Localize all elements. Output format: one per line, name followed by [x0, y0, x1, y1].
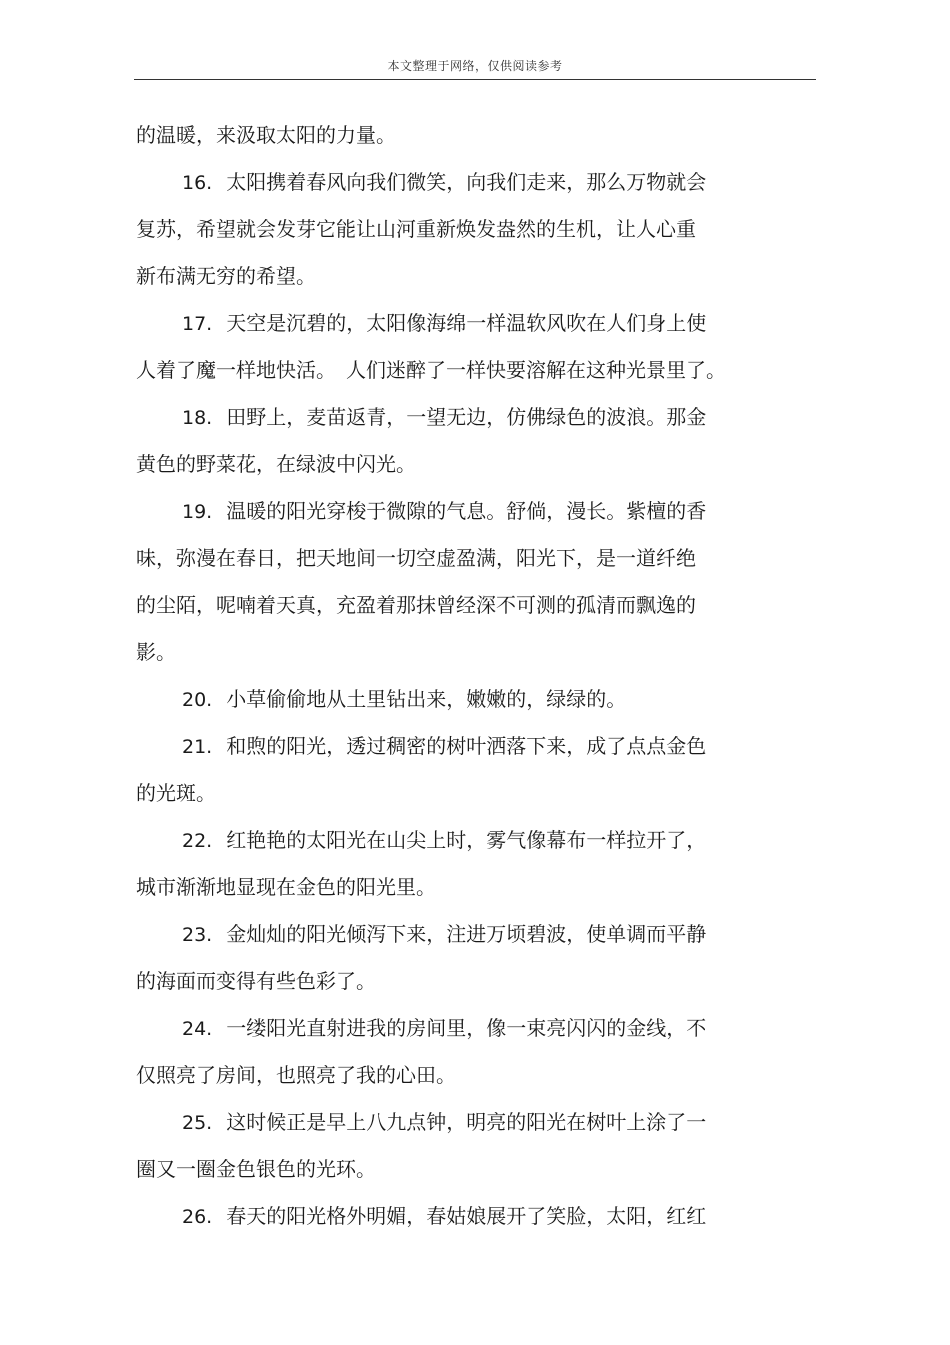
paragraph-line: [136, 1099, 786, 1146]
paragraph-line: [136, 958, 786, 1005]
paragraph: [136, 1193, 786, 1240]
line-text: 天空是沉碧的，太阳像海绵一样温软风吹在人们身上使: [226, 311, 707, 335]
line-text: 复苏，希望就会发芽它能让山河重新焕发盎然的生机，让人心重: [136, 217, 696, 241]
paragraph-line: [136, 864, 786, 911]
document-body: [136, 112, 786, 1240]
paragraph-line: [136, 676, 786, 723]
paragraph-line: [136, 253, 786, 300]
paragraph-line: [136, 1193, 786, 1240]
line-text: 城市渐渐地显现在金色的阳光里。: [136, 875, 436, 899]
paragraph-line: [136, 1005, 786, 1052]
line-text: 味，弥漫在春日，把天地间一切空虚盈满，阳光下，是一道纤绝: [136, 546, 696, 570]
item-number: 22.: [182, 830, 213, 852]
line-text: 温暖的阳光穿梭于微隙的气息。舒倘，漫长。紫檀的香: [226, 499, 707, 523]
paragraph: [136, 159, 786, 300]
line-text: 太阳携着春风向我们微笑，向我们走来，那么万物就会: [226, 170, 707, 194]
line-text: 春天的阳光格外明媚，春姑娘展开了笑脸，太阳，红红: [226, 1204, 707, 1228]
paragraph-line: [136, 535, 786, 582]
line-text: 金灿灿的阳光倾泻下来，注进万顷碧波，使单调而平静: [226, 922, 707, 946]
paragraph-line: [136, 629, 786, 676]
line-text: 的海面而变得有些色彩了。: [136, 969, 376, 993]
line-text: 圈又一圈金色银色的光环。: [136, 1157, 376, 1181]
paragraph: [136, 488, 786, 676]
line-text: 这时候正是早上八九点钟，明亮的阳光在树叶上涂了一: [226, 1110, 707, 1134]
line-text: 的温暖，来汲取太阳的力量。: [136, 123, 396, 147]
paragraph-line: [136, 394, 786, 441]
paragraph-line: [136, 159, 786, 206]
paragraph: [136, 1005, 786, 1099]
item-number: 17.: [182, 313, 213, 335]
item-number: 24.: [182, 1018, 213, 1040]
paragraph: [136, 112, 786, 159]
paragraph-line: [136, 582, 786, 629]
line-text: 黄色的野菜花，在绿波中闪光。: [136, 452, 416, 476]
paragraph-line: [136, 770, 786, 817]
item-number: 26.: [182, 1206, 213, 1228]
line-text: 的尘陌，呢喃着天真，充盈着那抹曾经深不可测的孤清而飘逸的: [136, 593, 696, 617]
line-text: 红艳艳的太阳光在山尖上时，雾气像幕布一样拉开了，: [226, 828, 707, 852]
paragraph: [136, 817, 786, 911]
line-text: 影。: [136, 640, 176, 664]
item-number: 19.: [182, 501, 213, 523]
paragraph-line: [136, 1052, 786, 1099]
paragraph-line: [136, 911, 786, 958]
paragraph: [136, 394, 786, 488]
line-text: 田野上，麦苗返青，一望无边，仿佛绿色的波浪。那金: [226, 405, 707, 429]
paragraph-line: [136, 112, 786, 159]
paragraph: [136, 911, 786, 1005]
item-number: 16.: [182, 172, 213, 194]
item-number: 23.: [182, 924, 213, 946]
item-number: 20.: [182, 689, 213, 711]
line-text: 小草偷偷地从土里钻出来，嫩嫩的，绿绿的。: [226, 687, 627, 711]
line-text: 仅照亮了房间，也照亮了我的心田。: [136, 1063, 456, 1087]
paragraph: [136, 1099, 786, 1193]
paragraph: [136, 676, 786, 723]
paragraph-line: [136, 206, 786, 253]
paragraph-line: [136, 817, 786, 864]
item-number: 18.: [182, 407, 213, 429]
paragraph: [136, 723, 786, 817]
header-divider: [134, 79, 816, 80]
paragraph-line: [136, 441, 786, 488]
line-text: 一缕阳光直射进我的房间里，像一束亮闪闪的金线，不: [226, 1016, 707, 1040]
paragraph: [136, 300, 786, 394]
paragraph-line: [136, 300, 786, 347]
line-text: 新布满无穷的希望。: [136, 264, 316, 288]
item-number: 21.: [182, 736, 213, 758]
paragraph-line: [136, 723, 786, 770]
paragraph-line: [136, 1146, 786, 1193]
line-text: 人着了魔一样地快活。 人们迷醉了一样快要溶解在这种光景里了。: [136, 358, 726, 382]
line-text: 和煦的阳光，透过稠密的树叶洒落下来，成了点点金色: [226, 734, 707, 758]
line-text: 的光斑。: [136, 781, 216, 805]
item-number: 25.: [182, 1112, 213, 1134]
paragraph-line: [136, 347, 786, 394]
paragraph-line: [136, 488, 786, 535]
page-header: 本文整理于网络，仅供阅读参考: [387, 59, 563, 73]
